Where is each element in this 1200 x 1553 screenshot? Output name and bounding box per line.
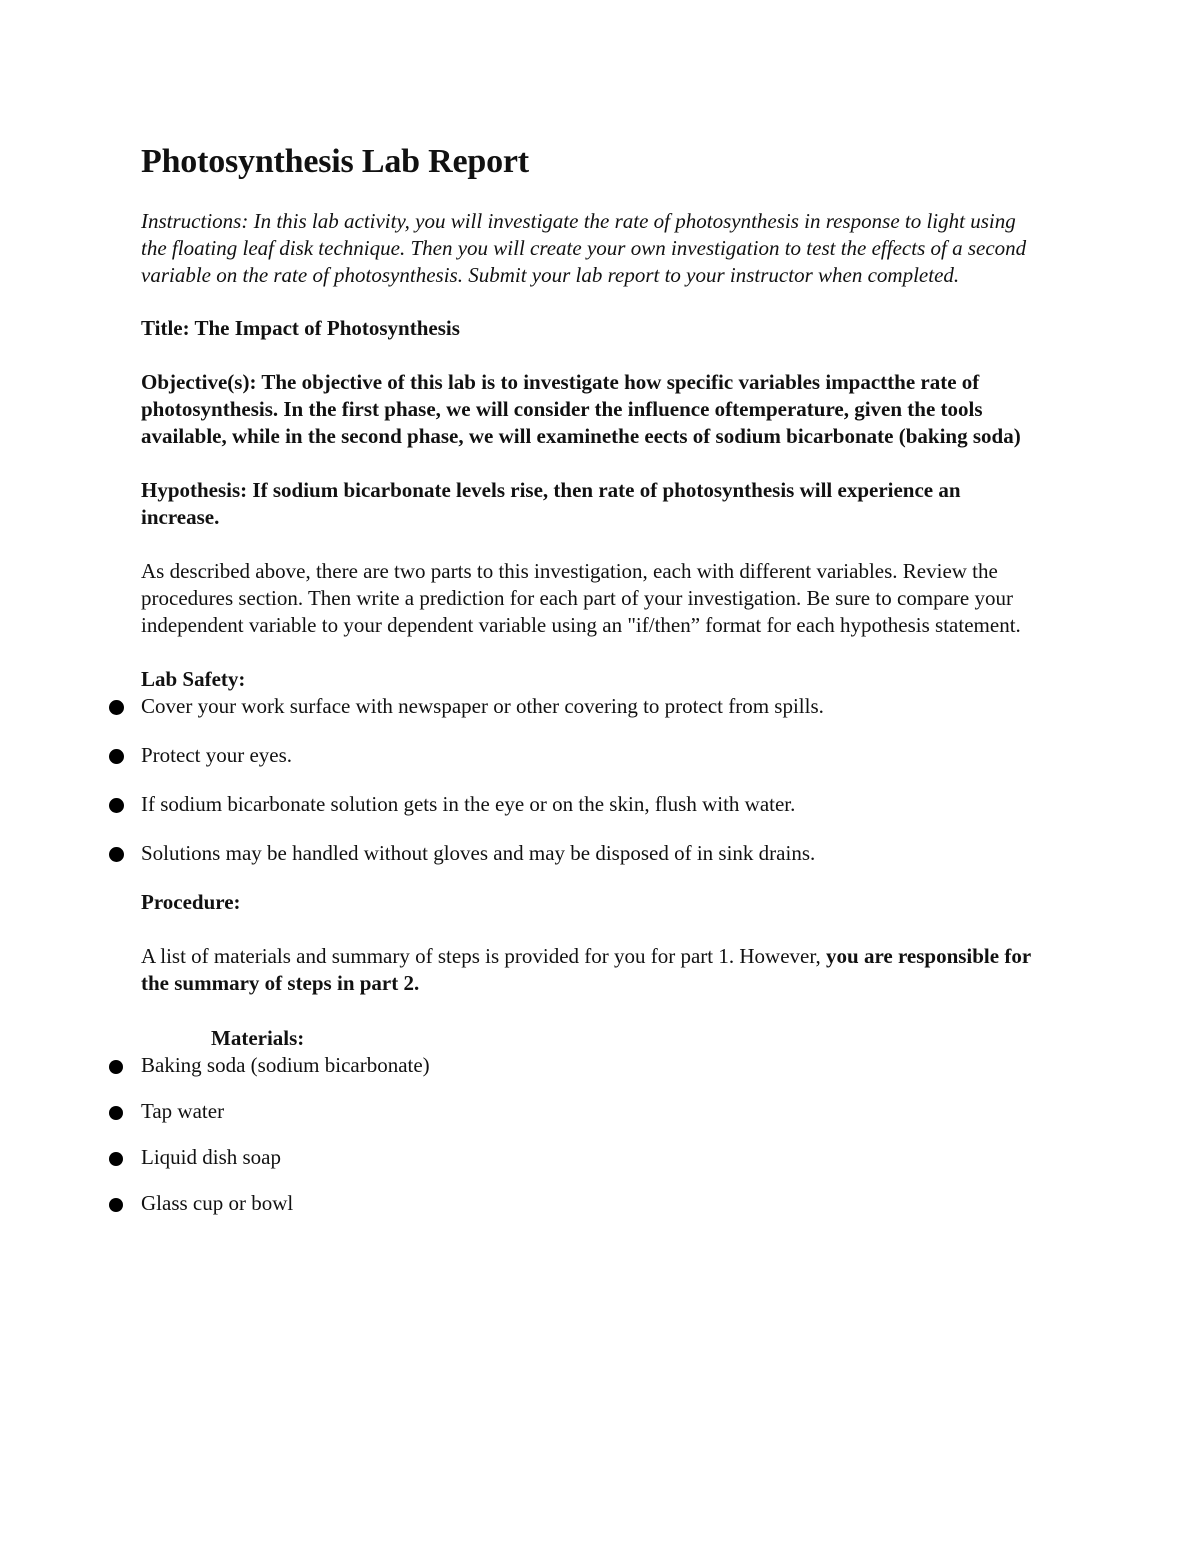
list-item: [141, 742, 1061, 769]
list-item-text: Glass cup or bowl: [141, 1191, 294, 1215]
bullet-icon: [109, 1060, 123, 1074]
procedure-text-bold: you are responsible for the summary of steps in part 2.: [141, 944, 1031, 995]
bullet-icon: [109, 1198, 123, 1212]
bullet-icon: [109, 1106, 123, 1120]
list-item-text: Cover your work surface with newspaper or other covering to protect from spills.: [141, 694, 824, 718]
objective-paragraph: Objective(s): The objective of this lab is to investigate how specific variables impactthe rate of photosynthesis. In the first phase, we will consider the influence oftemperature, given the tools available, while in the second phase, we will examinethe eects of sodium bicarbonate (baking soda): [141, 370, 1021, 448]
list-item-text: Solutions may be handled without gloves and may be disposed of in sink drains.: [141, 841, 816, 865]
list-item-text: Tap water: [141, 1099, 225, 1123]
list-item: [141, 1052, 1061, 1079]
bullet-icon: [109, 798, 124, 813]
document-page: [141, 140, 1061, 1236]
list-item: [141, 791, 1061, 818]
procedure-paragraph: [141, 943, 1041, 997]
procedure-text-plain: A list of materials and summary of steps is provided for you for part 1. However,: [141, 944, 827, 968]
lab-safety-heading: Lab Safety:: [141, 667, 246, 691]
list-item: [141, 693, 1061, 720]
materials-list: [141, 1052, 1061, 1217]
described-paragraph: As described above, there are two parts to this investigation, each with different variables. Review the procedures section. Then write a prediction for each part of your investigation. Be sure to compare your independent variable to your dependent variable using an "if/then” format for each hypothesis statement.: [141, 559, 1021, 637]
bullet-icon: [109, 847, 124, 862]
list-item: [141, 840, 1061, 867]
lab-safety-list: [141, 693, 1061, 867]
document-title: Photosynthesis Lab Report: [141, 143, 529, 180]
list-item-text: Baking soda (sodium bicarbonate): [141, 1053, 430, 1077]
hypothesis-paragraph: Hypothesis: If sodium bicarbonate levels rise, then rate of photosynthesis will experience an increase.: [141, 478, 961, 529]
list-item: [141, 1190, 1061, 1217]
bullet-icon: [109, 700, 124, 715]
bullet-icon: [109, 1152, 123, 1166]
list-item: [141, 1098, 1061, 1125]
list-item: [141, 1144, 1061, 1171]
list-item-text: Protect your eyes.: [141, 743, 293, 767]
list-item-text: If sodium bicarbonate solution gets in the eye or on the skin, flush with water.: [141, 792, 796, 816]
materials-heading: Materials:: [211, 1026, 305, 1050]
procedure-heading: Procedure:: [141, 890, 241, 914]
report-title-line: Title: The Impact of Photosynthesis: [141, 316, 460, 340]
bullet-icon: [109, 749, 124, 764]
list-item-text: Liquid dish soap: [141, 1145, 281, 1169]
instructions-paragraph: Instructions: In this lab activity, you will investigate the rate of photosynthesis in response to light using the floating leaf disk technique. Then you will create your own investigation to test the effects of a second variable on the rate of photosynthesis. Submit your lab report to your instructor when completed.: [141, 209, 1027, 287]
